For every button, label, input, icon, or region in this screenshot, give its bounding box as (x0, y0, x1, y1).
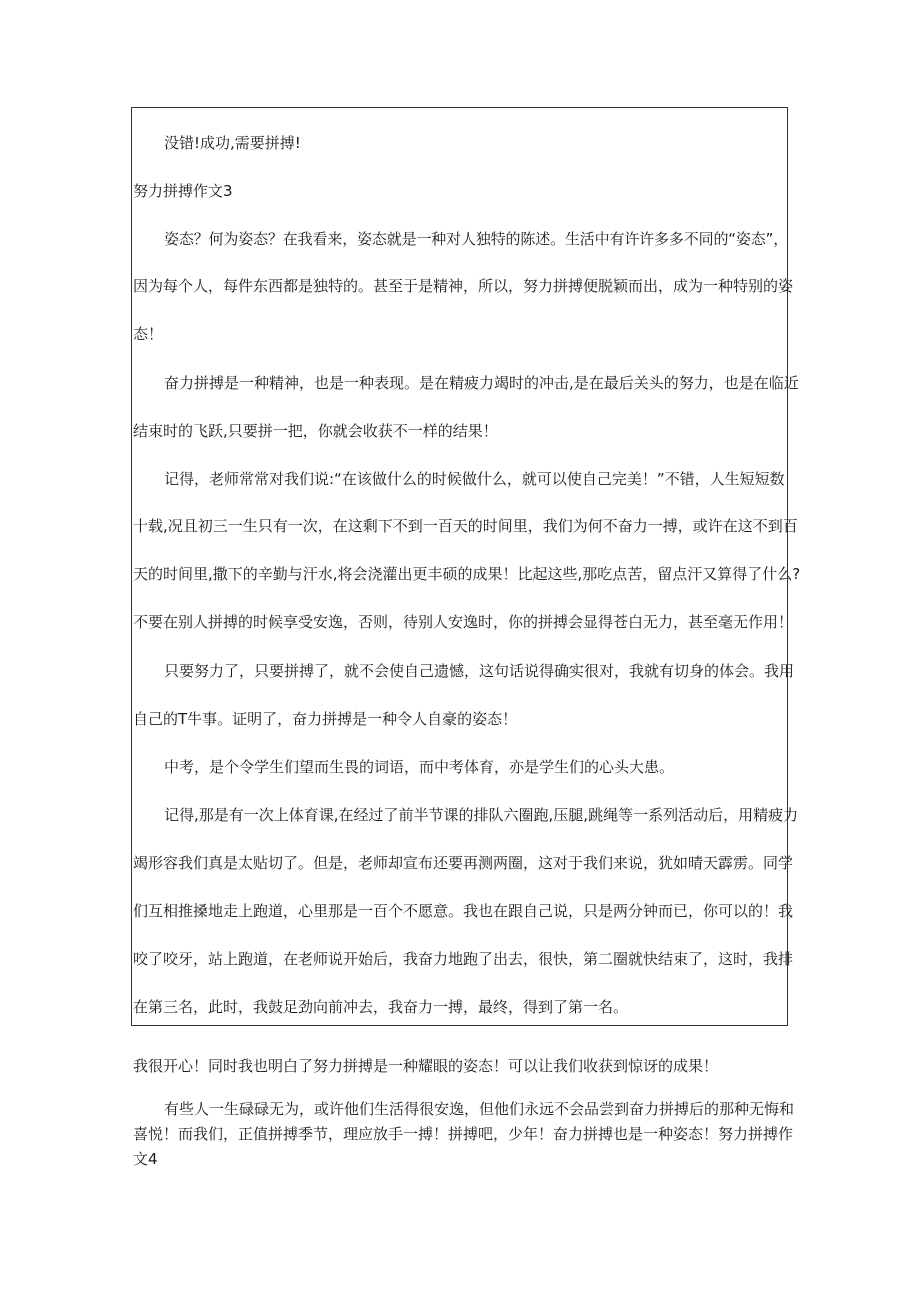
paragraph-line: 记得，老师常常对我们说:“在该做什么的时候做什么，就可以使自己完美！”不错，人生短短数 (164, 470, 785, 488)
paragraph-line: 天的时间里,撒下的辛勤与汗水,将会浇灌出更丰硕的成果！比起这些,那吃点苦，留点汗又算得了什么? (133, 565, 801, 583)
paragraph-line: 不要在别人拼搏的时候享受安逸，否则，待别人安逸时，你的拼搏会显得苍白无力，甚至毫无作用！ (133, 613, 794, 631)
paragraph-line: 没错!成功,需要拼搏! (164, 134, 301, 152)
paragraph-line: 因为每个人，每件东西都是独特的。甚至于是精神，所以，努力拼搏便脱颖而出，成为一种特别的姿 (133, 277, 794, 295)
section-heading: 努力拼搏作文3 (133, 182, 233, 200)
paragraph-line: 咬了咬牙，站上跑道，在老师说开始后，我奋力地跑了出去，很快，第二圈就快结束了，这时，我排 (133, 950, 794, 968)
paragraph-line: 文4 (133, 1150, 158, 1168)
paragraph-line: 喜悦！而我们，正值拼搏季节，理应放手一搏！拼搏吧，少年！奋力拼搏也是一种姿态！努力拼搏作 (133, 1125, 794, 1143)
paragraph-line: 十载,况且初三一生只有一次，在这剩下不到一百天的时间里，我们为何不奋力一搏，或许在这不到百 (133, 517, 798, 535)
paragraph-line: 结束时的飞跃,只要拼一把，你就会收获不一样的结果！ (133, 422, 498, 440)
paragraph-line: 记得,那是有一次上体育课,在经过了前半节课的排队六圈跑,压腿,跳绳等一系列活动后，用精疲力 (164, 806, 799, 824)
paragraph-line: 态！ (133, 325, 164, 343)
paragraph-line: 姿态？何为姿态？在我看来，姿态就是一种对人独特的陈述。生活中有许许多多不同的“姿态”， (164, 230, 789, 248)
paragraph-line: 在第三名，此时，我鼓足劲向前冲去，我奋力一搏，最终，得到了第一名。 (133, 998, 629, 1016)
paragraph-line: 我很开心！同时我也明白了努力拼搏是一种耀眼的姿态！可以让我们收获到惊讶的成果！ (133, 1057, 719, 1075)
paragraph-line: 奋力拼搏是一种精神，也是一种表现。是在精疲力竭时的冲击,是在最后关头的努力，也是在临近 (164, 374, 799, 392)
paragraph-line: 竭形容我们真是太贴切了。但是，老师却宣布还要再测两圈，这对于我们来说，犹如晴天霹雳。同学 (133, 854, 794, 872)
paragraph-line: 自己的T牛事。证明了，奋力拼搏是一种令人自豪的姿态！ (133, 710, 518, 728)
paragraph-line: 们互相推搡地走上跑道，心里那是一百个不愿意。我也在跟自己说，只是两分钟而已，你可以的！我 (133, 902, 794, 920)
paragraph-line: 有些人一生碌碌无为，或许他们生活得很安逸，但他们永远不会品尝到奋力拼搏后的那种无悔和 (164, 1100, 795, 1118)
paragraph-line: 只要努力了，只要拼搏了，就不会使自己遗憾，这句话说得确实很对，我就有切身的体会。我用 (164, 662, 795, 680)
paragraph-line: 中考，是个令学生们望而生畏的词语，而中考体育，亦是学生们的心头大患。 (164, 758, 675, 776)
